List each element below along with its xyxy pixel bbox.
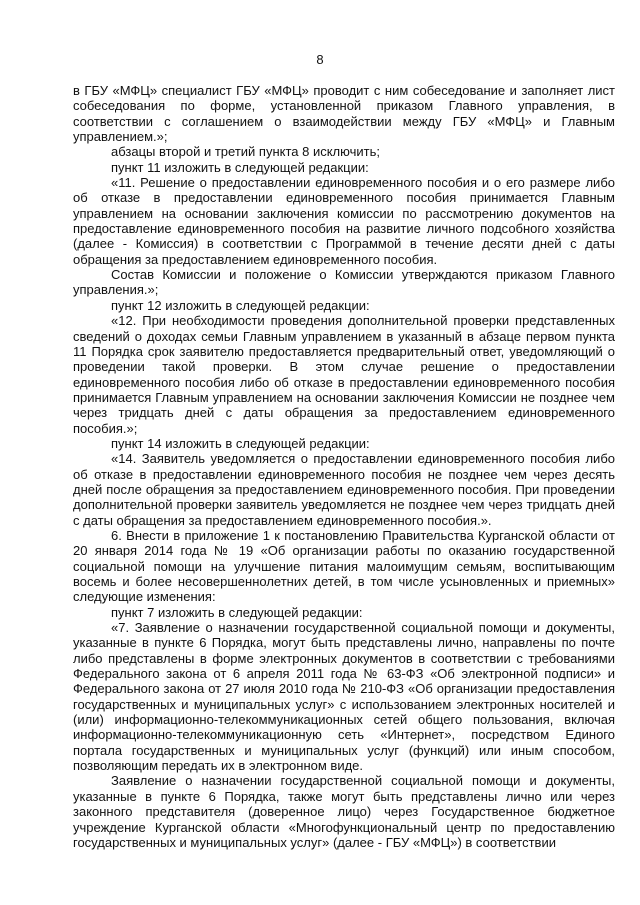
paragraph: Состав Комиссии и положение о Комиссии утверждаются приказом Главного управления.»;: [73, 267, 615, 298]
document-body: [73, 83, 615, 850]
paragraph: пункт 7 изложить в следующей редакции:: [111, 604, 363, 620]
paragraph: пункт 12 изложить в следующей редакции:: [111, 297, 370, 313]
paragraph: «12. При необходимости проведения дополнительной проверки представленных сведений о доходах семьи Главным управлением в указанный в абзаце первом пункта 11 Порядка срок заявителю предоставляется предварительный ответ, уведомляющий о проведении такой проверки. В этом случае решение о предоставлении единовременного пособия либо об отказе в предоставлении единовременного пособия принимается Главным управлением на основании заключения Комиссии не позднее чем через тридцать дней с даты обращения за предоставлением единовременного пособия.»;: [73, 313, 615, 436]
paragraph: «7. Заявление о назначении государственной социальной помощи и документы, указанные в пункте 6 Порядка, могут быть представлены лично, направлены по почте либо представлены в форме электронных документов в соответствии с требованиями Федерального закона от 6 апреля 2011 года № 63-ФЗ «Об электронной подписи» и Федерального закона от 27 июля 2010 года № 210-ФЗ «Об организации предоставления государственных и муниципальных услуг» с использованием электронных носителей и (или) информационно-телекоммуникационных сетей общего пользования, включая информационно-телекоммуникационную сеть «Интернет», посредством Единого портала государственных и муниципальных услуг (функций) или иным способом, позволяющим передать их в электронном виде.: [73, 620, 615, 774]
paragraph: пункт 11 изложить в следующей редакции:: [111, 159, 369, 175]
paragraph: в ГБУ «МФЦ» специалист ГБУ «МФЦ» проводит с ним собеседование и заполняет лист собеседования по форме, установленной приказом Главного управления, в соответствии с соглашением о взаимодействии между ГБУ «МФЦ» и Главным управлением.»;: [73, 83, 615, 145]
paragraph: «11. Решение о предоставлении единовременного пособия и о его размере либо об отказе в предоставлении единовременного пособия принимается Главным управлением на основании заключения комиссии по рассмотрению документов на предоставление единовременного пособия на развитие личного подсобного хозяйства (далее - Комиссия) в соответствии с Программой в течение десяти дней с даты обращения за предоставлением единовременного пособия.: [73, 175, 615, 267]
paragraph: «14. Заявитель уведомляется о предоставлении единовременного пособия либо об отказе в предоставлении единовременного пособия не позднее чем через десять дней после обращения за предоставлением единовременного пособия. При проведении дополнительной проверки заявитель уведомляется не позднее чем через тридцать дней с даты обращения за предоставлением единовременного пособия.».: [73, 451, 615, 528]
paragraph: Заявление о назначении государственной социальной помощи и документы, указанные в пункте 6 Порядка, также могут быть представлены лично или через законного представителя (доверенное лицо) через Государственное бюджетное учреждение Курганской области «Многофункциональный центр по предоставлению государственных и муниципальных услуг» (далее - ГБУ «МФЦ») в соответствии: [73, 773, 615, 850]
page-number: 8: [316, 52, 324, 67]
paragraph: 6. Внести в приложение 1 к постановлению Правительства Курганской области от 20 января 2014 года № 19 «Об организации работы по оказанию государственной социальной помощи на улучшение питания малоимущим семьям, воспитывающим восемь и более несовершеннолетних детей, в том числе усыновленных и приемных» следующие изменения:: [73, 527, 615, 605]
paragraph: абзацы второй и третий пункта 8 исключить;: [111, 144, 380, 160]
paragraph: пункт 14 изложить в следующей редакции:: [111, 435, 370, 451]
